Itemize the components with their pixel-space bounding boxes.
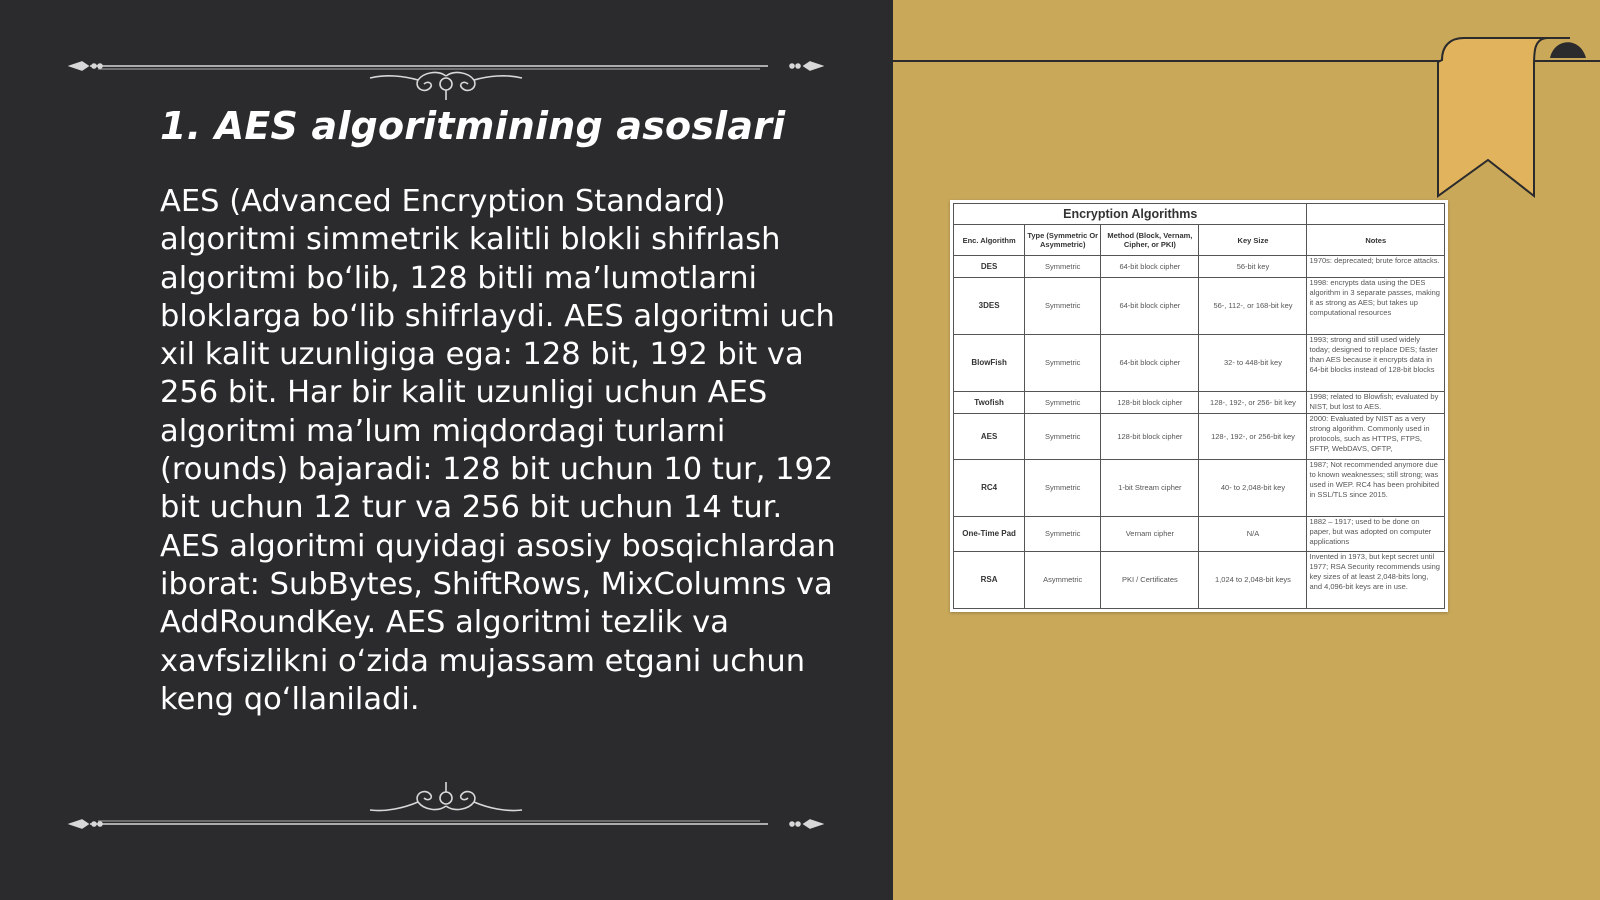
cell-key: 1,024 to 2,048-bit keys [1199,552,1307,609]
cell-notes: 1987; Not recommended anymore due to known weaknesses; still strong; was used in WEP. RC4 has been prohibited in SSL/TLS since 2015. [1307,460,1445,517]
bookmark-icon [1430,32,1600,202]
table-row [954,414,1445,460]
cell-alg: 3DES [954,278,1025,335]
cell-notes: 1998; related to Blowfish; evaluated by NIST, but lost to AES. [1307,392,1445,414]
cell-method: 64-bit block cipher [1101,256,1199,278]
cell-key: N/A [1199,517,1307,552]
top-ornament [68,40,824,100]
cell-notes: 1993; strong and still used widely today; designed to replace DES; faster than AES because it encrypts data in 64-bit blocks instead of 128-bit blocks [1307,335,1445,392]
header-keysize: Key Size [1199,225,1307,256]
encryption-table [953,203,1445,609]
cell-notes: 1882 – 1917; used to be done on paper, but was adopted on computer applications [1307,517,1445,552]
cell-alg: BlowFish [954,335,1025,392]
cell-key: 32- to 448-bit key [1199,335,1307,392]
cell-alg: RC4 [954,460,1025,517]
slide-body-text: AES (Advanced Encryption Standard) algoritmi simmetrik kalitli blokli shifrlash algoritmi bo‘lib, 128 bitli ma’lumotlarni bloklarga bo‘lib shifrlaydi. AES algoritmi uch xil kalit uzunligiga ega: 128 bit, 192 bit va 256 bit. Har bir kalit uzunligi uchun AES algoritmi ma’lum miqdordagi turlarni (rounds) bajaradi: 128 bit uchun 10 tur, 192 bit uchun 12 tur va 256 bit uchun 14 tur. AES algoritmi quyidagi asosiy bosqichlardan iborat: SubBytes, ShiftRows, MixColumns va AddRoundKey. AES algoritmi tezlik va xavfsizlikni o‘zida mujassam etgani uchun keng qo‘llaniladi. [160,184,836,717]
header-type: Type (Symmetric Or Asymmetric) [1025,225,1101,256]
table-row [954,335,1445,392]
cell-alg: AES [954,414,1025,460]
table-row [954,278,1445,335]
cell-type: Symmetric [1025,256,1101,278]
cell-notes: 1998: encrypts data using the DES algorithm in 3 separate passes, making it as strong as AES; but takes up computational resources [1307,278,1445,335]
cell-key: 128-, 192-, or 256-bit key [1199,414,1307,460]
cell-method: 1-bit Stream cipher [1101,460,1199,517]
cell-type: Symmetric [1025,335,1101,392]
bottom-ornament [68,778,824,838]
cell-notes: 1970s: deprecated; brute force attacks. [1307,256,1445,278]
table-row [954,517,1445,552]
cell-key: 56-bit key [1199,256,1307,278]
table-row [954,392,1445,414]
cell-key: 128-, 192-, or 256- bit key [1199,392,1307,414]
table-title: Encryption Algorithms [954,204,1307,225]
cell-type: Symmetric [1025,517,1101,552]
cell-alg: Twofish [954,392,1025,414]
cell-method: PKI / Certificates [1101,552,1199,609]
slide-title: 1. AES algoritmining asoslari [160,104,786,148]
cell-method: Vernam cipher [1101,517,1199,552]
cell-alg: RSA [954,552,1025,609]
header-alg: Enc. Algorithm [954,225,1025,256]
cell-key: 56-, 112-, or 168-bit key [1199,278,1307,335]
cell-notes: 2000: Evaluated by NIST as a very strong algorithm. Commonly used in protocols, such as HTTPS, FTPS, SFTP, WebDAVS, OFTP, [1307,414,1445,460]
cell-method: 64-bit block cipher [1101,335,1199,392]
cell-type: Asymmetric [1025,552,1101,609]
cell-notes: Invented in 1973, but kept secret until 1977; RSA Security recommends using key sizes of at least 2,048-bits long, and 4,096-bit keys are in use. [1307,552,1445,609]
cell-type: Symmetric [1025,414,1101,460]
table-title-blank [1307,204,1445,225]
header-method: Method (Block, Vernam, Cipher, or PKI) [1101,225,1199,256]
cell-alg: One-Time Pad [954,517,1025,552]
table-row [954,256,1445,278]
cell-alg: DES [954,256,1025,278]
cell-type: Symmetric [1025,392,1101,414]
cell-method: 128-bit block cipher [1101,392,1199,414]
cell-type: Symmetric [1025,278,1101,335]
cell-method: 64-bit block cipher [1101,278,1199,335]
cell-key: 40- to 2,048-bit key [1199,460,1307,517]
header-notes: Notes [1307,225,1445,256]
cell-type: Symmetric [1025,460,1101,517]
encryption-table-image [950,200,1448,612]
table-row [954,460,1445,517]
cell-method: 128-bit block cipher [1101,414,1199,460]
table-row [954,552,1445,609]
